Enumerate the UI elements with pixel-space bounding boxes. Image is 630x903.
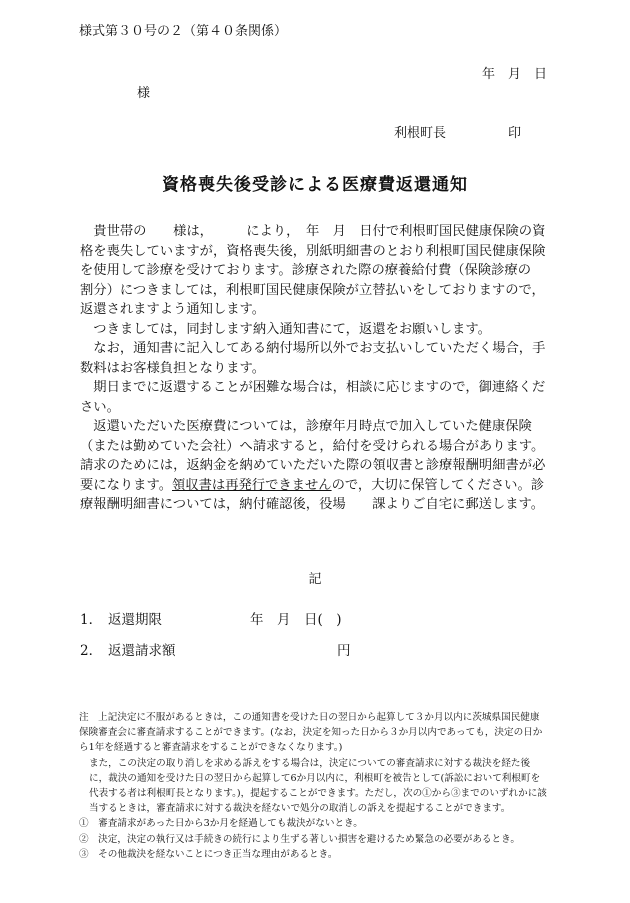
note-condition: ② 決定，決定の執行又は手続きの続行により生ずる著しい損害を避けるため緊急の必要があるとき。 bbox=[79, 833, 520, 845]
form-number: 様式第３０号の２（第４０条関係） bbox=[79, 24, 288, 39]
document-title: 資格喪失後受診による医療費返還通知 bbox=[162, 175, 468, 195]
body-paragraph: なお，通知書に記入してある納付場所以外でお支払いしていただく場合，手数料はお客様負担となります。 bbox=[80, 341, 546, 376]
repayment-amount-label: 返還請求額 bbox=[108, 643, 176, 659]
item-number: 2． bbox=[80, 643, 103, 659]
underlined-warning: 領収書は再発行できません bbox=[172, 477, 332, 493]
note-condition: ③ その他裁決を経ないことにつき正当な理由があるとき。 bbox=[79, 848, 338, 860]
repayment-deadline-value: 年 月 日( ) bbox=[250, 612, 342, 628]
item-number: 1． bbox=[80, 612, 103, 628]
note-appeal: 注 上記決定に不服があるときは，この通知書を受けた日の翌日から起算して３か月以内に茨城県国民健康保険審査会に審査請求することができます。(なお，決定を知った日から３か月以内であっても，決定の日から1年を経過すると審査請求をすることができなくなります。) bbox=[79, 712, 543, 754]
notes-section bbox=[79, 710, 549, 862]
date-line: 年 月 日 bbox=[482, 67, 548, 82]
notice-body bbox=[80, 222, 550, 515]
note-lawsuit: また，この決定の取り消しを求める訴えをする場合は，決定についての審査請求に対する裁決を経た後に，裁決の通知を受けた日の翌日から起算して6か月以内に，利根町を被告として(訴訟において利根町を代表する者は利根町長となります。)，提起することができます。ただし，次の①から③までのいずれかに該当するときは，審査請求に対する裁決を経ないで処分の取消しの訴えを提起することができます。 bbox=[89, 757, 547, 815]
body-paragraph: 貴世帯の 様は， により， 年 月 日付で利根町国民健康保険の資格を喪失していますが，資格喪失後，別紙明細書のとおり利根町国民健康保険を使用して診療を受けております。診療された際の療養給付費（保険診療の 割分）につきましては，利根町国民健康保険が立替払いをしておりますので，返還されますよう通知します。 bbox=[80, 224, 546, 317]
body-paragraph: 期日までに返還することが困難な場合は，相談に応じますので，御連絡ください。 bbox=[80, 380, 546, 415]
note-condition: ① 審査請求があった日から3か月を経過しても裁決がないとき。 bbox=[79, 818, 363, 830]
repayment-deadline-label: 返還期限 bbox=[108, 612, 162, 628]
sender-name: 利根町長 bbox=[394, 126, 447, 141]
sender-block bbox=[394, 122, 521, 141]
ki-heading: 記 bbox=[308, 572, 322, 587]
repayment-amount-unit: 円 bbox=[337, 643, 351, 659]
body-paragraph: 返還いただいた医療費については，診療年月時点で加入していた健康保険（または勤めていた会社）へ請求すると，給付を受けられる場合があります。請求のためには，返納金を納めていただいた際の領収書と診療報酬明細書が必要になります。領収書は再発行できませんので，大切に保管してください。診療報酬明細書については，納付確認後，役場 課よりご自宅に郵送します。 bbox=[80, 419, 546, 512]
seal-mark: 印 bbox=[508, 126, 522, 141]
body-paragraph: つきましては，同封します納入通知書にて，返還をお願いします。 bbox=[80, 321, 491, 337]
addressee-suffix: 様 bbox=[137, 86, 151, 101]
